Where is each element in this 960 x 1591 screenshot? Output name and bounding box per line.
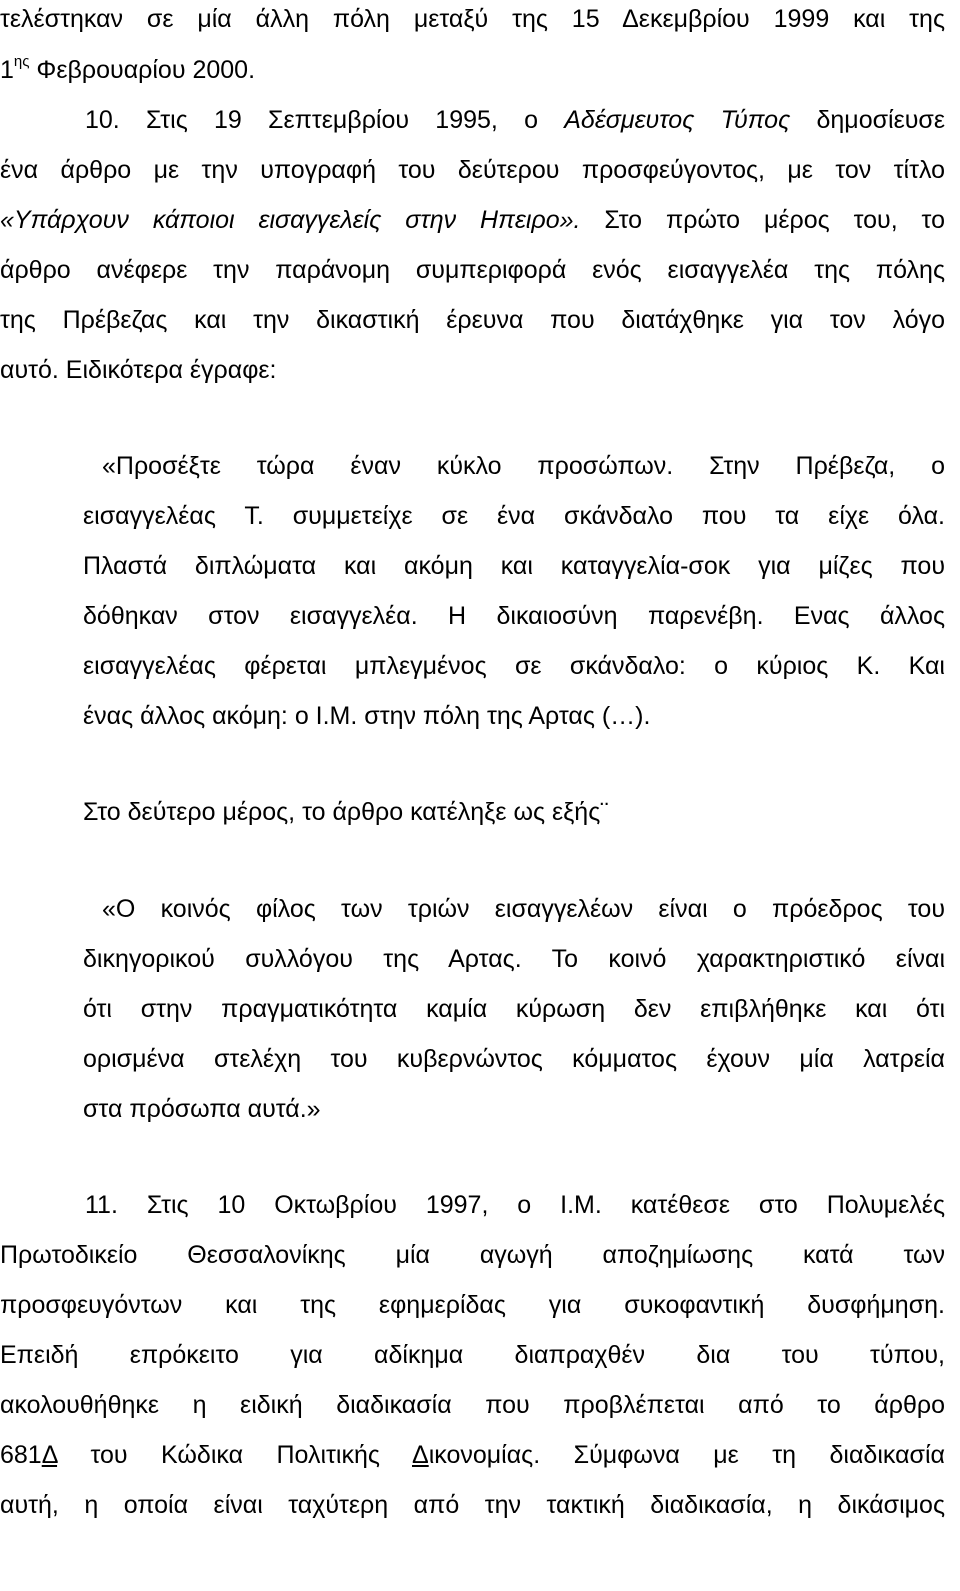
line-text: «Ο κοινός φίλος των τριών εισαγγελέων είναι ο πρόεδρος του — [102, 895, 945, 923]
quote-1-line — [83, 499, 945, 533]
line-text: Στο δεύτερο μέρος, το άρθρο κατέληξε ως εξής¨ — [83, 798, 609, 826]
line-text: στα πρόσωπα αυτά.» — [83, 1095, 321, 1123]
line-text: 10. Στις 19 Σεπτεμβρίου 1995, ο — [85, 106, 565, 134]
quote-2-line — [83, 1042, 945, 1076]
line-text: 1 — [0, 56, 14, 84]
line-text: Πρωτοδικείο Θεσσαλονίκης μία αγωγή αποζημίωσης κατά των — [0, 1241, 945, 1269]
quote-2-line — [83, 942, 945, 976]
paragraph-11-line — [85, 1188, 945, 1222]
line-text: 11. Στις 10 Οκτωβρίου 1997, ο Ι.Μ. κατέθεσε στο Πολυμελές — [85, 1191, 945, 1219]
line-text: προσφευγόντων και της εφημερίδας για συκοφαντική δυσφήμηση. — [0, 1291, 945, 1319]
paragraph-10-line — [85, 103, 945, 137]
article-title: «Υπάρχουν κάποιοι εισαγγελείς στην Ηπειρο». — [0, 206, 581, 234]
line-text: ένας άλλος ακόμη: ο Ι.Μ. στην πόλη της Αρτας (…). — [83, 702, 651, 730]
line-text: εισαγγελέας φέρεται μπλεγμένος σε σκάνδαλο: ο κύριος Κ. Και — [83, 652, 945, 680]
quote-1-line — [83, 599, 945, 633]
newspaper-name: Αδέσμευτος Τύπος — [564, 106, 791, 134]
paragraph-11-line — [0, 1388, 945, 1422]
paragraph-10-line — [0, 253, 945, 287]
text-line — [0, 2, 945, 36]
paragraph-11-line — [0, 1238, 945, 1272]
line-text: ορισμένα στελέχη του κυβερνώντος κόμματος έχουν μία λατρεία — [83, 1045, 945, 1073]
line-text: δικηγορικού συλλόγου της Αρτας. Το κοινό χαρακτηριστικό είναι — [83, 945, 945, 973]
line-text: εισαγγελέας Τ. συμμετείχε σε ένα σκάνδαλο που τα είχε όλα. — [83, 502, 945, 530]
underlined-letter: Δ — [412, 1441, 429, 1469]
paragraph-11-line — [0, 1288, 945, 1322]
line-text: Πλαστά διπλώματα και ακόμη και καταγγελία-σοκ για μίζες που — [83, 552, 945, 580]
ordinal-superscript: ης — [13, 53, 30, 70]
line-text: τελέστηκαν σε μία άλλη πόλη μεταξύ της 15 Δεκεμβρίου 1999 και της — [0, 5, 945, 33]
line-text: ικονομίας. Σύμφωνα με τη διαδικασία — [428, 1441, 945, 1469]
line-text: «Προσέξτε τώρα έναν κύκλο προσώπων. Στην Πρέβεζα, ο — [102, 452, 945, 480]
quote-2-line — [102, 892, 945, 926]
line-text: δημοσίευσε — [790, 106, 945, 134]
line-text: αυτή, η οποία είναι ταχύτερη από την τακτική διαδικασία, η δικάσιμος — [0, 1491, 945, 1519]
text-line — [0, 53, 255, 91]
line-text: ένα άρθρο με την υπογραφή του δεύτερου προσφεύγοντος, με τον τίτλο — [0, 156, 945, 184]
paragraph-10-line — [0, 203, 945, 237]
line-text: ότι στην πραγματικότητα καμία κύρωση δεν επιβλήθηκε και ότι — [83, 995, 945, 1023]
paragraph-11-line — [0, 1338, 945, 1372]
line-text: Στο πρώτο μέρος του, το — [580, 206, 945, 234]
paragraph-10-line — [0, 353, 277, 387]
line-text: Επειδή επρόκειτο για αδίκημα διαπραχθέν δια του τύπου, — [0, 1341, 945, 1369]
line-text: του Κώδικα Πολιτικής — [57, 1441, 412, 1469]
second-part-line — [83, 795, 609, 829]
paragraph-11-line — [0, 1488, 945, 1522]
quote-1-line — [83, 649, 945, 683]
paragraph-10-line — [0, 153, 945, 187]
line-text: αυτό. Ειδικότερα έγραφε: — [0, 356, 277, 384]
quote-2-line — [83, 992, 945, 1026]
quote-1-line — [83, 699, 650, 733]
paragraph-11-line — [0, 1438, 945, 1472]
quote-2-line — [83, 1092, 321, 1126]
line-text: της Πρέβεζας και την δικαστική έρευνα που διατάχθηκε για τον λόγο — [0, 306, 945, 334]
paragraph-10-line — [0, 303, 945, 337]
line-text: δόθηκαν στον εισαγγελέα. Η δικαιοσύνη παρενέβη. Ενας άλλος — [83, 602, 945, 630]
line-text: Φεβρουαρίου 2000. — [29, 56, 256, 84]
line-text: 681 — [0, 1441, 42, 1469]
underlined-letter: Δ — [41, 1441, 58, 1469]
quote-1-line — [83, 549, 945, 583]
line-text: άρθρο ανέφερε την παράνομη συμπεριφορά ενός εισαγγελέα της πόλης — [0, 256, 945, 284]
line-text: ακολουθήθηκε η ειδική διαδικασία που προβλέπεται από το άρθρο — [0, 1391, 945, 1419]
quote-1-line — [102, 449, 945, 483]
